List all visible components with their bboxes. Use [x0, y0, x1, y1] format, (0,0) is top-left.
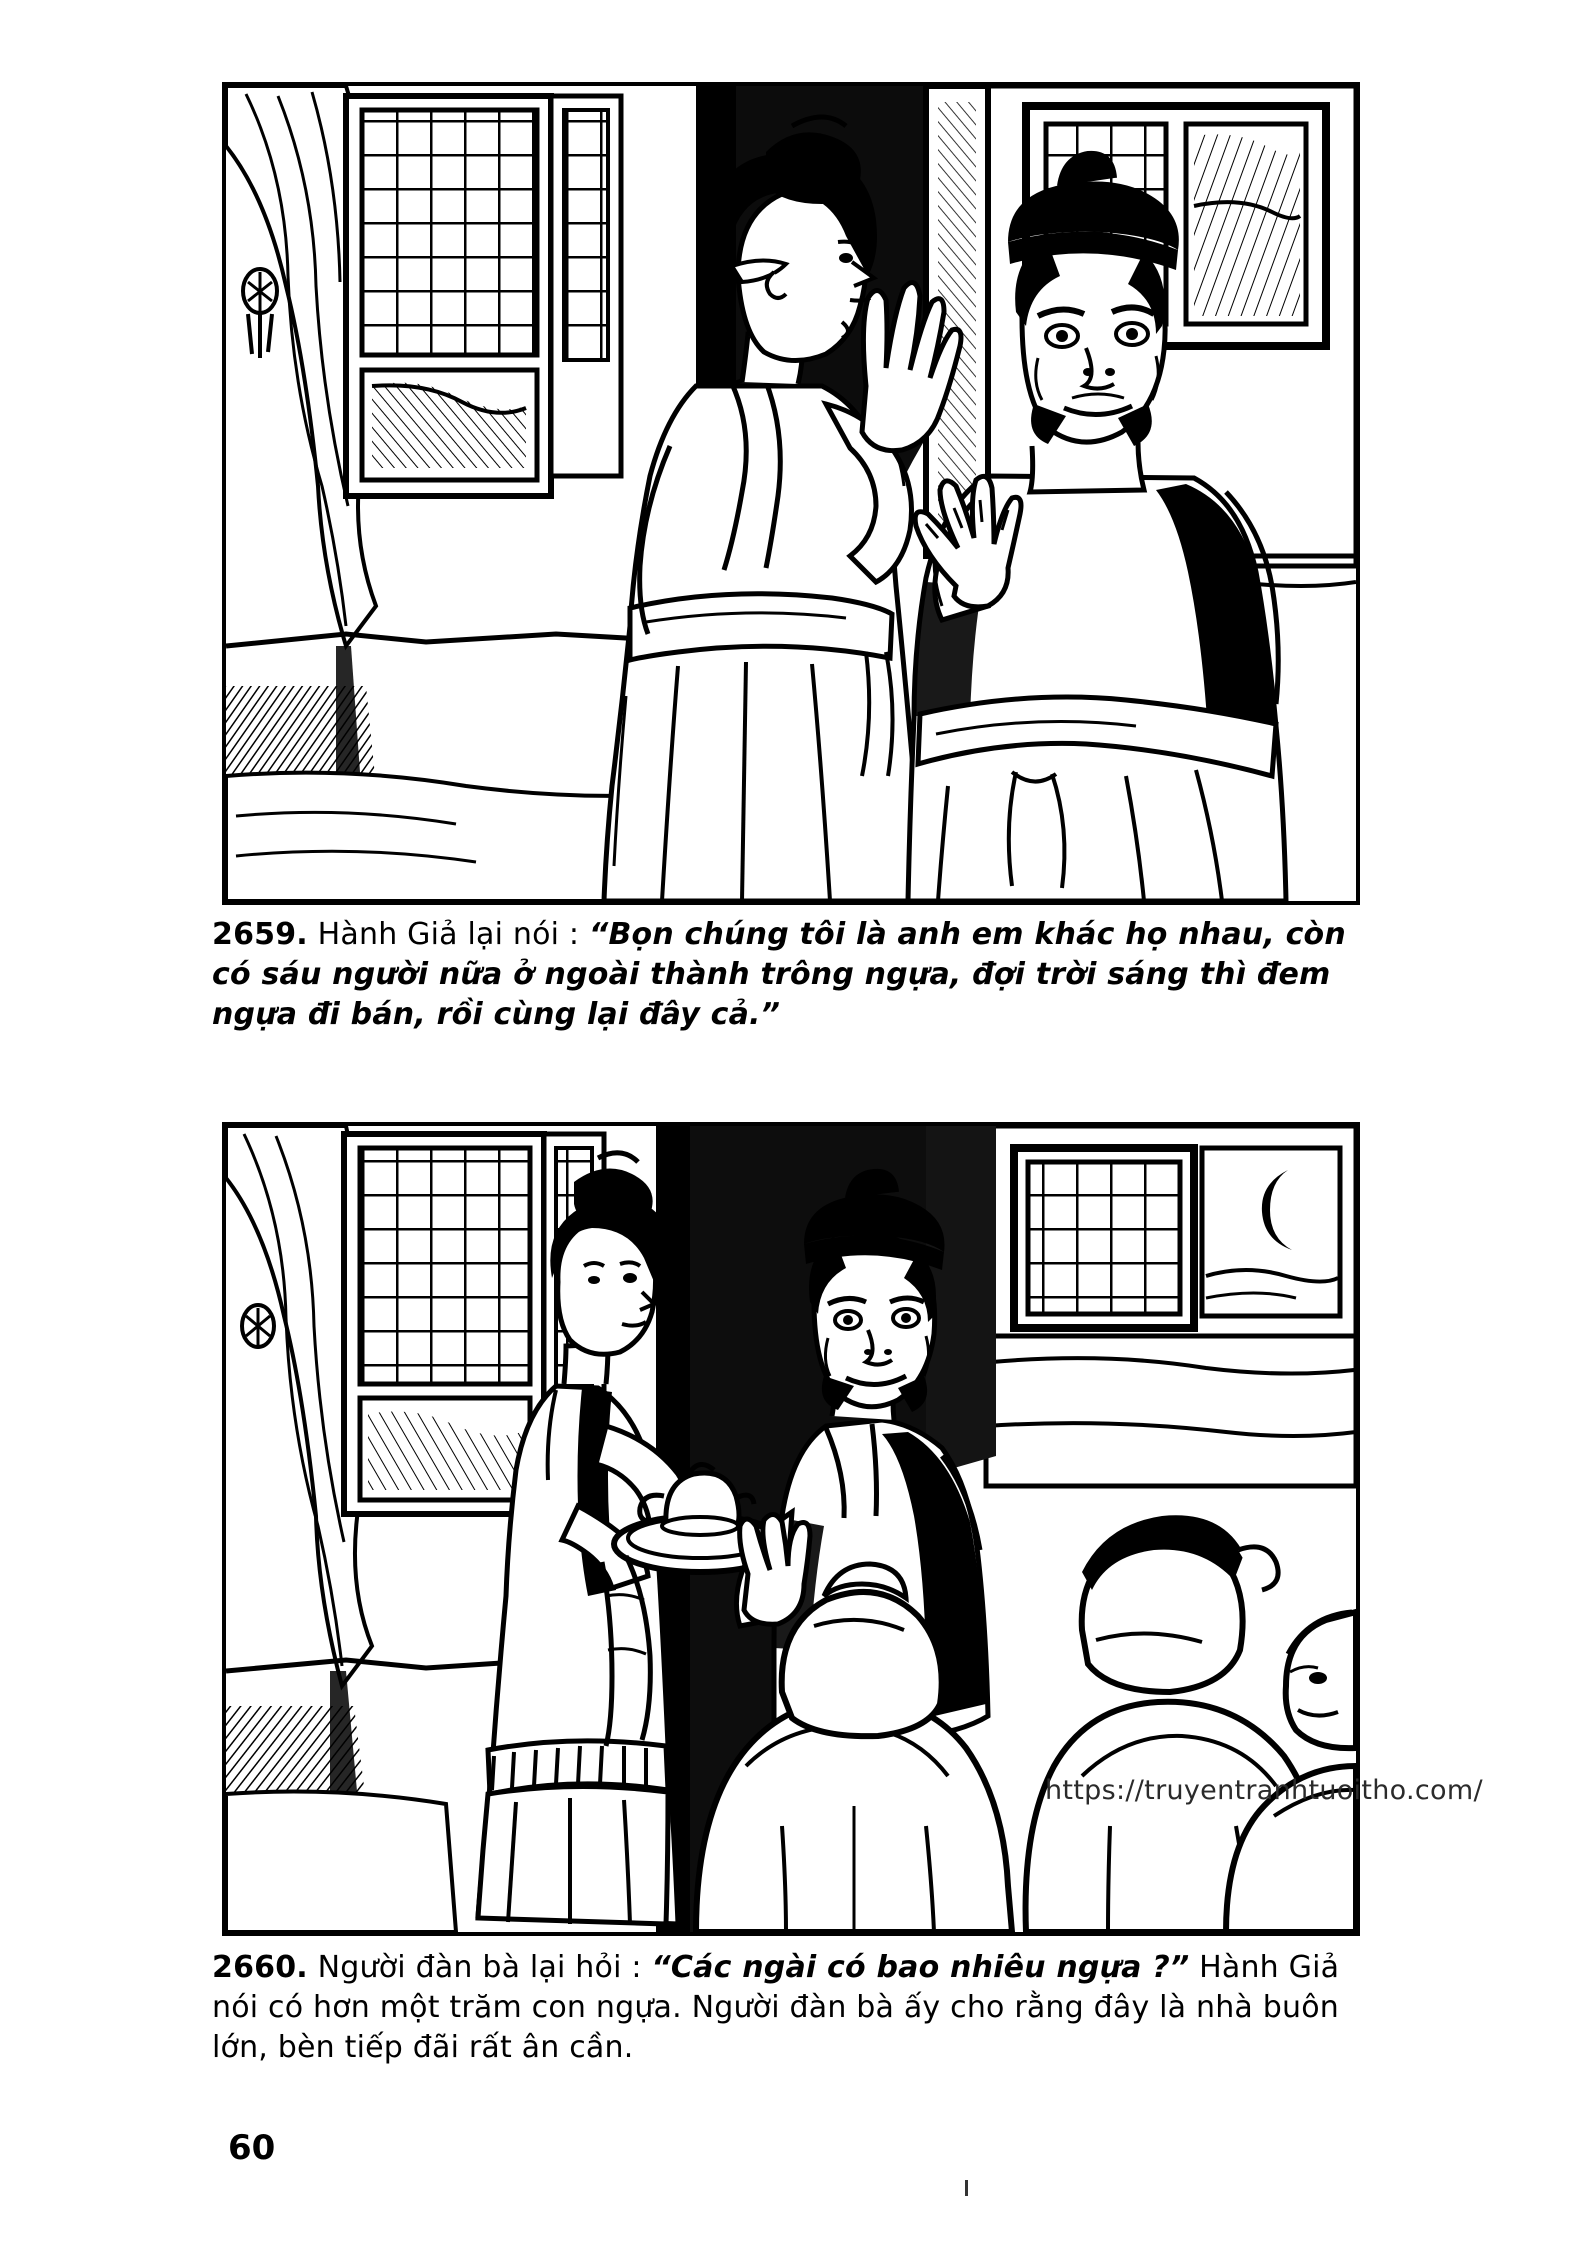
- caption-2659-quote: “Bọn chúng tôi là anh em khác họ nhau, còn có sáu người nữa ở ngoài thành trông ngựa, đợi trời sáng thì đem ngựa đi bán, rồi cùng lại đây cả.”: [212, 917, 1346, 1032]
- caption-2659-lead: Hành Giả lại nói :: [317, 917, 589, 952]
- caption-2659: [212, 915, 1372, 1035]
- caption-2659-number: 2659.: [212, 917, 308, 952]
- comic-panel-2659: [222, 82, 1360, 905]
- caption-2660-quote: “Các ngài có bao nhiêu ngựa ?”: [651, 1950, 1190, 1985]
- caption-2660-lead: Người đàn bà lại hỏi :: [317, 1950, 652, 1985]
- panel-2659-artwork: [226, 86, 1356, 901]
- caption-2660-number: 2660.: [212, 1950, 308, 1985]
- caption-2660-rest: Hành Giả nói có hơn một trăm con ngựa. Người đàn bà ấy cho rằng đây là nhà buôn lớn, bèn tiếp đãi rất ân cần.: [212, 1950, 1340, 2065]
- page-number: 60: [228, 2128, 276, 2168]
- watermark-url: https://truyentranhtuoitho.com/: [1045, 1775, 1483, 1806]
- panel-2660-artwork: [226, 1126, 1356, 1932]
- print-mark: [965, 2180, 968, 2196]
- comic-panel-2660: [222, 1122, 1360, 1936]
- caption-2660: [212, 1948, 1372, 2068]
